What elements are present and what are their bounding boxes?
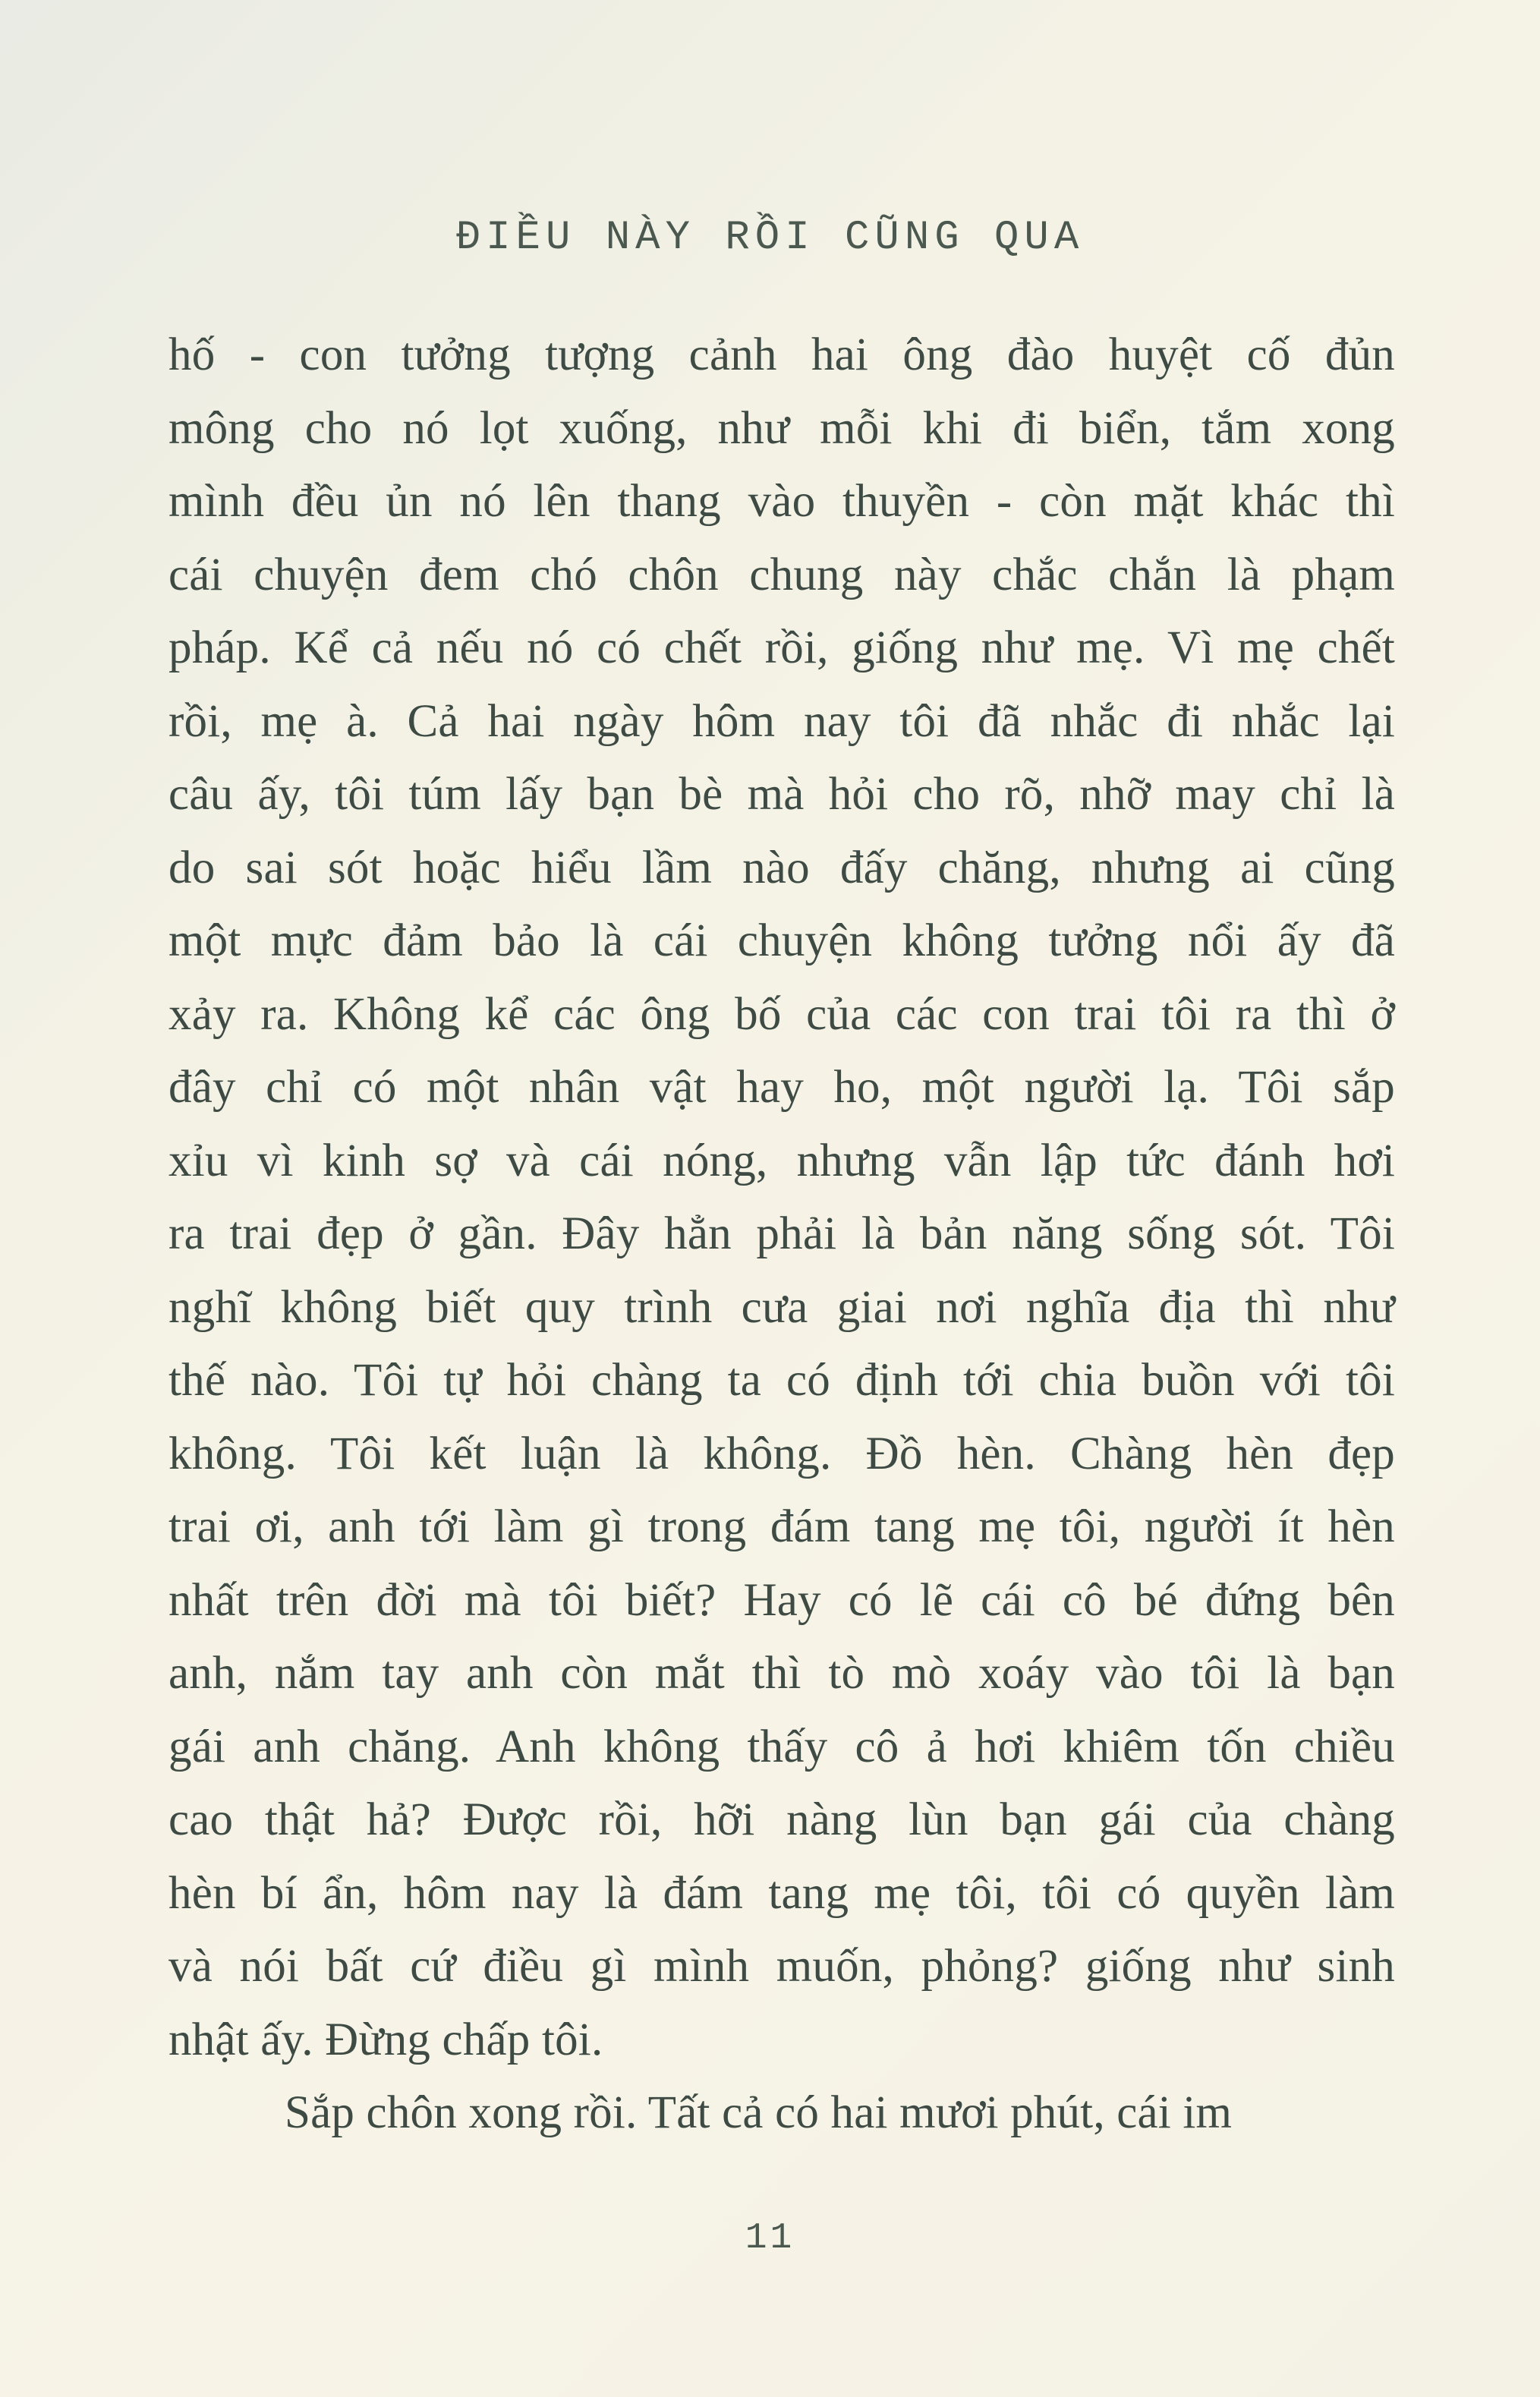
body-line: gái anh chăng. Anh không thấy cô ả hơi khiêm tốn chiều	[168, 1721, 1395, 1772]
body-line: mình đều ủn nó lên thang vào thuyền - còn mặt khác thì	[168, 476, 1395, 527]
body-line: mông cho nó lọt xuống, như mỗi khi đi biển, tắm xong	[168, 402, 1395, 454]
body-line: đây chỉ có một nhân vật hay ho, một người lạ. Tôi sắp	[168, 1062, 1395, 1113]
body-line: một mực đảm bảo là cái chuyện không tưởng nổi ấy đã	[168, 915, 1395, 966]
body-line: do sai sót hoặc hiểu lầm nào đấy chăng, nhưng ai cũng	[168, 842, 1395, 893]
running-header-title: ĐIỀU NÀY RỒI CŨNG QUA	[455, 215, 1085, 261]
body-line: rồi, mẹ à. Cả hai ngày hôm nay tôi đã nhắc đi nhắc lại	[168, 695, 1395, 747]
body-text	[168, 319, 1395, 2150]
body-line: nhất trên đời mà tôi biết? Hay có lẽ cái cô bé đứng bên	[168, 1574, 1395, 1626]
body-line: pháp. Kể cả nếu nó có chết rồi, giống như mẹ. Vì mẹ chết	[168, 622, 1395, 673]
body-line: xỉu vì kinh sợ và cái nóng, nhưng vẫn lập tức đánh hơi	[168, 1135, 1395, 1186]
body-line: thế nào. Tôi tự hỏi chàng ta có định tới chia buồn với tôi	[168, 1355, 1395, 1406]
body-line: không. Tôi kết luận là không. Đồ hèn. Chàng hèn đẹp	[168, 1428, 1395, 1479]
body-line: cái chuyện đem chó chôn chung này chắc chắn là phạm	[168, 549, 1395, 600]
page-number: 11	[745, 2218, 795, 2259]
body-line: anh, nắm tay anh còn mắt thì tò mò xoáy vào tôi là bạn	[168, 1648, 1395, 1699]
body-line: xảy ra. Không kể các ông bố của các con trai tôi ra thì ở	[168, 988, 1395, 1040]
body-line: trai ơi, anh tới làm gì trong đám tang mẹ tôi, người ít hèn	[168, 1501, 1395, 1552]
body-line: nghĩ không biết quy trình cưa giai nơi nghĩa địa thì như	[168, 1281, 1395, 1333]
body-line: cao thật hả? Được rồi, hỡi nàng lùn bạn gái của chàng	[168, 1794, 1395, 1845]
body-line: và nói bất cứ điều gì mình muốn, phỏng? giống như sinh	[168, 1941, 1395, 1992]
body-line: hố - con tưởng tượng cảnh hai ông đào huyệt cố đủn	[168, 329, 1395, 380]
body-line: nhật ấy. Đừng chấp tôi.	[168, 2014, 603, 2065]
body-line: Sắp chôn xong rồi. Tất cả có hai mươi phút, cái im	[285, 2087, 1233, 2138]
body-line: ra trai đẹp ở gần. Đây hẳn phải là bản năng sống sót. Tôi	[168, 1208, 1395, 1259]
body-line: hèn bí ẩn, hôm nay là đám tang mẹ tôi, tôi có quyền làm	[168, 1867, 1395, 1919]
body-line: câu ấy, tôi túm lấy bạn bè mà hỏi cho rõ, nhỡ may chỉ là	[168, 769, 1395, 820]
